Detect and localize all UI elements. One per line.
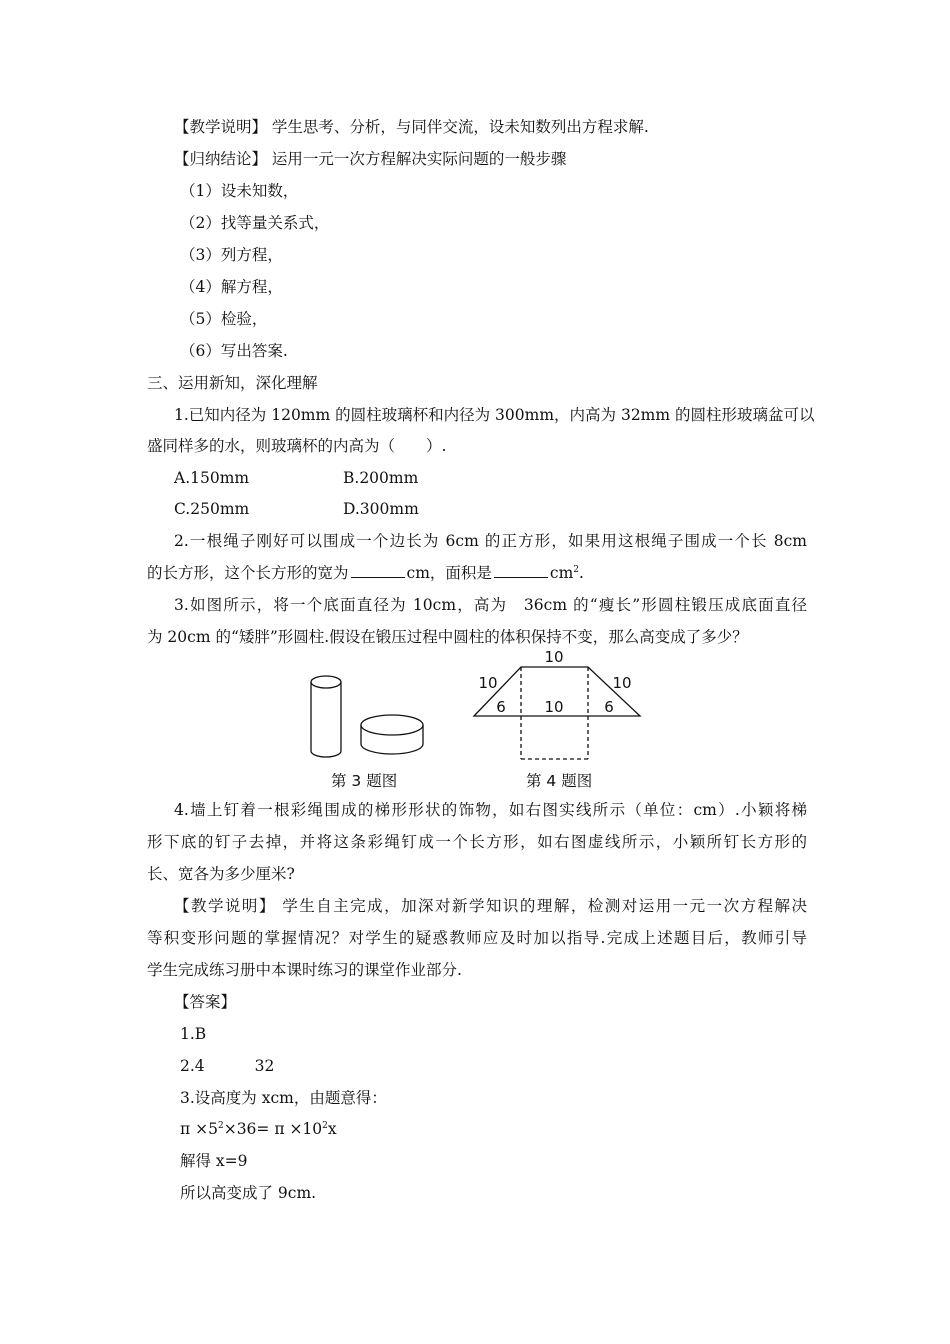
label-bottom-mid: 10 <box>544 698 564 716</box>
answer-blank-area <box>494 563 548 578</box>
question-1-line-1: 1.已知内径为 120mm 的圆柱玻璃杯和内径为 300mm，内高为 32mm 的圆柱形玻璃盆可以 <box>174 406 815 424</box>
question-4-line-3: 长、宽各为多少厘米? <box>147 865 295 883</box>
option-a: A.150mm <box>174 469 250 487</box>
question-4-line-1: 4.墙上钉着一根彩绳围成的梯形形状的饰物，如右图实线所示（单位：cm）.小颖将梯 <box>174 801 807 819</box>
step-5: （5）检验， <box>180 310 268 328</box>
label-left-side: 10 <box>478 674 498 692</box>
q2-superscript: 2 <box>573 564 580 575</box>
option-b: B.200mm <box>343 469 419 487</box>
answer-2 <box>180 1056 274 1076</box>
figure-3-cylinders <box>300 668 440 760</box>
teaching-note-2-line-2: 等积变形问题的掌握情况？对学生的疑惑教师应及时加以指导.完成上述题目后，教师引导 <box>147 929 807 947</box>
step-4: （4）解方程， <box>180 278 283 296</box>
step-1: （1）设未知数， <box>180 182 299 200</box>
q2-text-c: cm <box>549 564 574 582</box>
equation-part-a: π ×5 <box>180 1120 218 1138</box>
tall-cylinder <box>311 676 341 757</box>
equation-sup-2: 2 <box>322 1120 328 1131</box>
figure-4-trapezoid <box>466 648 648 763</box>
answer-3-solution: 解得 x=9 <box>180 1152 248 1170</box>
question-4-line-2: 形下底的钉子去掉，并将这条彩绳钉成一个长方形，如右图虚线所示，小颖所钉长方形的 <box>147 833 807 851</box>
step-2: （2）找等量关系式， <box>180 214 330 232</box>
answer-heading: 【答案】 <box>174 993 237 1011</box>
question-3-line-2: 为 20cm 的“矮胖”形圆柱.假设在锻压过程中圆柱的体积保持不变，那么高变成了多少？ <box>147 628 748 646</box>
option-d: D.300mm <box>343 500 419 518</box>
q2-text-b: cm，面积是 <box>406 564 492 582</box>
option-c: C.250mm <box>174 500 250 518</box>
answer-blank-width <box>351 563 405 578</box>
answer-3-line-1: 3.设高度为 xcm，由题意得： <box>180 1089 387 1107</box>
conclusion-heading: 【归纳结论】 运用一元一次方程解决实际问题的一般步骤 <box>174 150 567 168</box>
answer-2-area: 32 <box>254 1057 275 1075</box>
step-3: （3）列方程， <box>180 246 283 264</box>
equation-sup-1: 2 <box>217 1120 224 1131</box>
label-bottom-right: 6 <box>604 698 614 716</box>
step-6: （6）写出答案. <box>180 342 288 360</box>
label-top: 10 <box>544 648 564 666</box>
teaching-note-2-line-1: 【教学说明】 学生自主完成，加深对新学知识的理解，检测对运用一元一次方程解决 <box>174 897 807 915</box>
teaching-note-2-line-3: 学生完成练习册中本课时练习的课堂作业部分. <box>147 961 462 979</box>
figure-3-caption: 第 3 题图 <box>331 772 398 790</box>
figure-4-caption: 第 4 题图 <box>526 772 593 790</box>
equation-part-c: x <box>327 1120 337 1138</box>
q2-text-a: 的长方形，这个长方形的宽为 <box>147 564 349 582</box>
teaching-note-1: 【教学说明】 学生思考、分析，与同伴交流，设未知数列出方程求解. <box>174 118 649 136</box>
q2-text-d: . <box>579 564 584 582</box>
section-3-heading: 三、运用新知，深化理解 <box>147 374 318 392</box>
answer-2-width: 2.4 <box>180 1057 205 1075</box>
question-3-line-1: 3.如图所示，将一个底面直径为 10cm，高为 36cm 的“瘦长”形圆柱锻压成底面直径 <box>174 596 807 614</box>
short-cylinder <box>361 715 423 754</box>
label-bottom-left: 6 <box>496 698 506 716</box>
answer-3-equation <box>180 1119 337 1139</box>
question-1-line-2: 盛同样多的水，则玻璃杯的内高为（ ）. <box>147 437 447 455</box>
equation-part-b: ×36= π ×10 <box>223 1120 323 1138</box>
answer-3-conclusion: 所以高变成了 9cm. <box>180 1184 317 1202</box>
question-2-line-2 <box>147 563 584 583</box>
question-2-line-1: 2.一根绳子刚好可以围成一个边长为 6cm 的正方形，如果用这根绳子围成一个长 8cm <box>174 532 807 550</box>
answer-1: 1.B <box>180 1025 207 1043</box>
label-right-side: 10 <box>612 674 632 692</box>
